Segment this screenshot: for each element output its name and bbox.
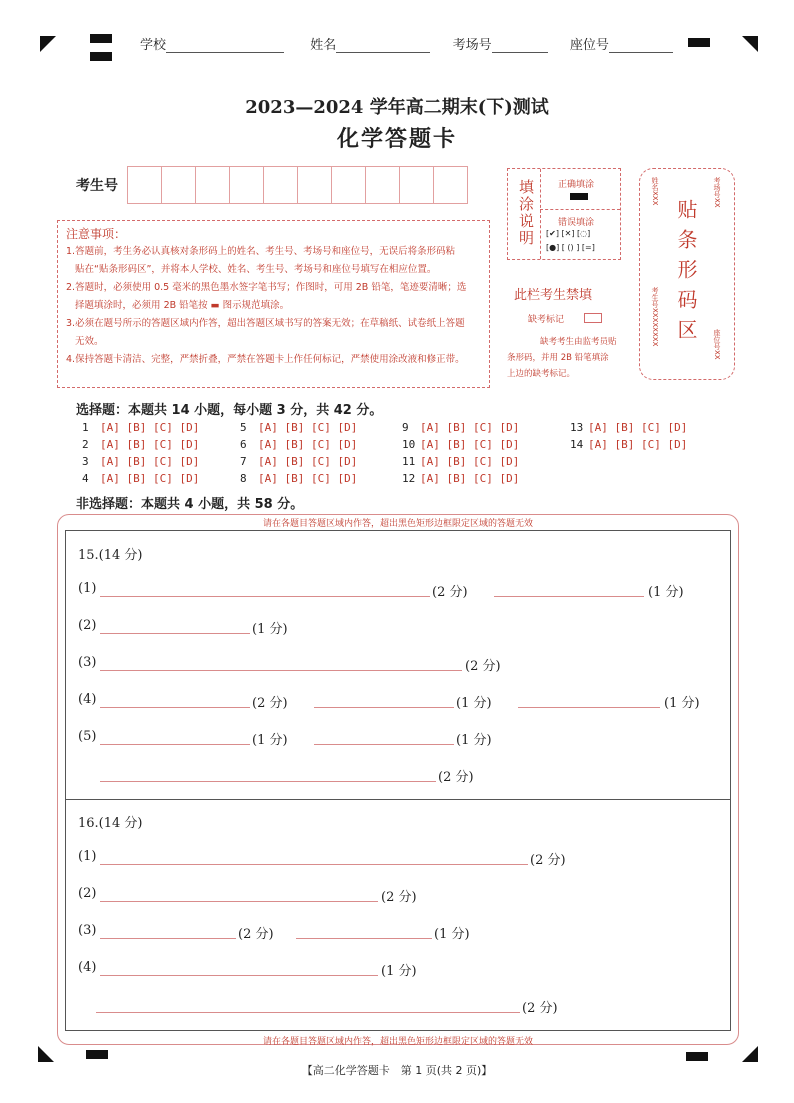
q16-part-label: (3) bbox=[78, 923, 97, 938]
answer-line[interactable] bbox=[100, 707, 250, 708]
answer-box-16 bbox=[65, 799, 731, 1031]
school-field[interactable] bbox=[166, 38, 284, 53]
mc-question-row[interactable] bbox=[82, 421, 199, 434]
fill-side-label: 填涂说明 bbox=[517, 179, 535, 247]
mc-question-number: 11 bbox=[402, 455, 416, 468]
q15-part-label: (2) bbox=[78, 618, 97, 633]
score-label: (2 分) bbox=[530, 853, 566, 868]
mc-options[interactable]: [A] [B] [C] [D] bbox=[258, 472, 358, 485]
mc-question-number: 5 bbox=[240, 421, 247, 434]
answer-line[interactable] bbox=[494, 596, 644, 597]
barcode-sample-seat: 座位号XX bbox=[713, 329, 721, 360]
answer-line[interactable] bbox=[518, 707, 660, 708]
mc-question-number: 12 bbox=[402, 472, 416, 485]
q16-part-label: (2) bbox=[78, 886, 97, 901]
answer-line[interactable] bbox=[100, 744, 250, 745]
mc-options[interactable]: [A] [B] [C] [D] bbox=[100, 472, 200, 485]
answer-box-15 bbox=[65, 530, 731, 800]
absent-mark-label: 缺考标记 bbox=[528, 315, 565, 325]
notice-box bbox=[57, 220, 490, 388]
answer-line[interactable] bbox=[100, 670, 462, 671]
name-field[interactable] bbox=[336, 38, 430, 53]
mc-options[interactable]: [A] [B] [C] [D] bbox=[420, 455, 520, 468]
correct-fill-label: 正确填涂 bbox=[558, 180, 595, 190]
forbid-title: 此栏考生禁填 bbox=[514, 288, 593, 303]
wrong-fill-examples: [✔] [✕] [◌] bbox=[546, 229, 591, 238]
mc-question-row[interactable] bbox=[570, 421, 687, 434]
score-label: (1 分) bbox=[434, 927, 470, 942]
mc-question-number: 10 bbox=[402, 438, 416, 451]
answer-line[interactable] bbox=[314, 707, 454, 708]
room-label: 考场号 bbox=[452, 38, 492, 53]
mc-question-row[interactable] bbox=[240, 472, 357, 485]
name-label: 姓名 bbox=[310, 38, 337, 53]
mc-question-number: 2 bbox=[82, 438, 89, 451]
timing-mark bbox=[90, 34, 112, 43]
mc-question-number: 9 bbox=[402, 421, 409, 434]
answer-line[interactable] bbox=[100, 781, 436, 782]
q16-part-label: (1) bbox=[78, 849, 97, 864]
answer-line[interactable] bbox=[296, 938, 432, 939]
mc-question-row[interactable] bbox=[402, 438, 519, 451]
mc-question-row[interactable] bbox=[82, 438, 199, 451]
answer-line[interactable] bbox=[100, 938, 236, 939]
mc-options[interactable]: [A] [B] [C] [D] bbox=[258, 438, 358, 451]
timing-mark bbox=[90, 52, 112, 61]
barcode-sample-name: 姓名XXX bbox=[651, 177, 659, 206]
answer-line[interactable] bbox=[100, 901, 378, 902]
seat-field[interactable] bbox=[609, 38, 673, 53]
mc-question-number: 7 bbox=[240, 455, 247, 468]
mc-options[interactable]: [A] [B] [C] [D] bbox=[100, 421, 200, 434]
answer-line[interactable] bbox=[100, 596, 430, 597]
forbid-note: 缺考考生由监考员贴 bbox=[540, 337, 617, 347]
warning-bottom: 请在各题目答题区域内作答，超出黑色矩形边框限定区域的答题无效 bbox=[262, 1037, 533, 1047]
mc-options[interactable]: [A] [B] [C] [D] bbox=[588, 421, 688, 434]
notice-item: 择题填涂时，必须用 2B 铅笔按 ▬ 图示规范填涂。 bbox=[66, 300, 290, 311]
score-label: (1 分) bbox=[664, 696, 700, 711]
mc-options[interactable]: [A] [B] [C] [D] bbox=[258, 455, 358, 468]
absent-mark-box[interactable] bbox=[584, 313, 602, 323]
mc-question-number: 3 bbox=[82, 455, 89, 468]
score-label: (2 分) bbox=[465, 659, 501, 674]
notice-item: 4.保持答题卡清洁、完整，严禁折叠，严禁在答题卡上作任何标记，严禁使用涂改液和修正带。 bbox=[66, 354, 465, 365]
mc-options[interactable]: [A] [B] [C] [D] bbox=[100, 438, 200, 451]
wrong-fill-examples: [●] [ () ] [=] bbox=[546, 243, 595, 252]
answer-line[interactable] bbox=[314, 744, 454, 745]
mc-options[interactable]: [A] [B] [C] [D] bbox=[258, 421, 358, 434]
warning-top: 请在各题目答题区域内作答，超出黑色矩形边框限定区域的答题无效 bbox=[262, 519, 533, 529]
card-title: 化学答题卡 bbox=[336, 127, 457, 152]
timing-mark bbox=[688, 38, 710, 47]
mc-question-number: 8 bbox=[240, 472, 247, 485]
score-label: (1 分) bbox=[456, 733, 492, 748]
mc-question-number: 6 bbox=[240, 438, 247, 451]
score-label: (2 分) bbox=[381, 890, 417, 905]
corner-mark-top-right bbox=[742, 36, 758, 52]
room-field[interactable] bbox=[492, 38, 548, 53]
corner-mark-bottom-right bbox=[742, 1046, 758, 1062]
notice-item: 1.答题前，考生务必认真核对条形码上的姓名、考生号、考场号和座位号，无误后将条形码粘 bbox=[66, 246, 456, 257]
score-label: (2 分) bbox=[238, 927, 274, 942]
mc-question-row[interactable] bbox=[402, 455, 519, 468]
seat-label: 座位号 bbox=[569, 38, 609, 53]
school-label: 学校 bbox=[140, 38, 167, 53]
score-label: (2 分) bbox=[438, 770, 474, 785]
answer-line[interactable] bbox=[100, 975, 378, 976]
forbid-note: 条形码，并用 2B 铅笔填涂 bbox=[507, 353, 609, 363]
score-label: (1 分) bbox=[381, 964, 417, 979]
score-label: (2 分) bbox=[522, 1001, 558, 1016]
mc-question-number: 1 bbox=[82, 421, 89, 434]
mc-question-row[interactable] bbox=[82, 455, 199, 468]
mc-options[interactable]: [A] [B] [C] [D] bbox=[588, 438, 688, 451]
barcode-sample-room: 考场号XX bbox=[713, 177, 721, 208]
notice-title: 注意事项： bbox=[66, 227, 127, 241]
fill-instructions-box bbox=[507, 168, 621, 260]
mc-question-row[interactable] bbox=[570, 438, 687, 451]
q15-part-label: (3) bbox=[78, 655, 97, 670]
notice-item: 贴在“贴条形码区”，并将本人学校、姓名、考生号、考场号和座位号填写在相应位置。 bbox=[66, 264, 437, 275]
q15-title: 15.(14 分) bbox=[78, 548, 143, 563]
mc-question-number: 4 bbox=[82, 472, 89, 485]
answer-line[interactable] bbox=[96, 1012, 520, 1013]
wrong-fill-label: 错误填涂 bbox=[558, 218, 595, 228]
timing-mark bbox=[86, 1050, 108, 1059]
mc-question-number: 14 bbox=[570, 438, 584, 451]
score-label: (1 分) bbox=[252, 733, 288, 748]
mc-options[interactable]: [A] [B] [C] [D] bbox=[420, 472, 520, 485]
mc-options[interactable]: [A] [B] [C] [D] bbox=[420, 438, 520, 451]
corner-mark-top-left bbox=[40, 36, 56, 52]
q16-part-label: (4) bbox=[78, 960, 97, 975]
mc-question-row[interactable] bbox=[240, 421, 357, 434]
mc-options[interactable]: [A] [B] [C] [D] bbox=[100, 455, 200, 468]
corner-mark-bottom-left bbox=[38, 1046, 54, 1062]
header-fields bbox=[140, 34, 680, 53]
score-label: (2 分) bbox=[432, 585, 468, 600]
mc-question-row[interactable] bbox=[240, 438, 357, 451]
score-label: (1 分) bbox=[648, 585, 684, 600]
mc-question-row[interactable] bbox=[240, 455, 357, 468]
page-footer: 【高二化学答题卡 第 1 页(共 2 页)】 bbox=[301, 1064, 493, 1077]
timing-mark bbox=[686, 1052, 708, 1061]
forbid-note: 上边的缺考标记。 bbox=[507, 369, 576, 379]
q15-part-label: (1) bbox=[78, 581, 97, 596]
q15-part-label: (4) bbox=[78, 692, 97, 707]
barcode-sample-id: 考生号XXXXXXXX bbox=[651, 287, 659, 347]
q15-part-label: (5) bbox=[78, 729, 97, 744]
exam-id-label: 考生号 bbox=[76, 178, 118, 194]
mc-question-row[interactable] bbox=[82, 472, 199, 485]
mc-question-row[interactable] bbox=[402, 472, 519, 485]
score-label: (1 分) bbox=[252, 622, 288, 637]
correct-fill-sample bbox=[570, 193, 588, 200]
mc-section-title: 选择题：本题共 14 小题，每小题 3 分，共 42 分。 bbox=[76, 403, 383, 418]
notice-item: 2.答题时，必须使用 0.5 毫米的黑色墨水签字笔书写；作图时，可用 2B 铅笔，笔迹要清晰；选 bbox=[66, 282, 467, 293]
exam-id-cells[interactable] bbox=[128, 166, 468, 204]
score-label: (2 分) bbox=[252, 696, 288, 711]
notice-item: 3.必须在题号所示的答题区域内作答，超出答题区域书写的答案无效；在草稿纸、试卷纸上答题 bbox=[66, 318, 465, 329]
mc-question-number: 13 bbox=[570, 421, 584, 434]
score-label: (1 分) bbox=[456, 696, 492, 711]
mc-options[interactable]: [A] [B] [C] [D] bbox=[420, 421, 520, 434]
barcode-area bbox=[639, 168, 735, 380]
nonmc-section-title: 非选择题：本题共 4 小题，共 58 分。 bbox=[76, 497, 304, 512]
q16-title: 16.(14 分) bbox=[78, 816, 143, 831]
answer-line[interactable] bbox=[100, 864, 528, 865]
answer-line[interactable] bbox=[100, 633, 250, 634]
mc-question-row[interactable] bbox=[402, 421, 519, 434]
notice-item: 无效。 bbox=[66, 336, 104, 347]
barcode-label: 贴条形码区 bbox=[674, 199, 698, 349]
exam-title: 2023—2024 学年高二期末(下)测试 bbox=[245, 97, 549, 118]
